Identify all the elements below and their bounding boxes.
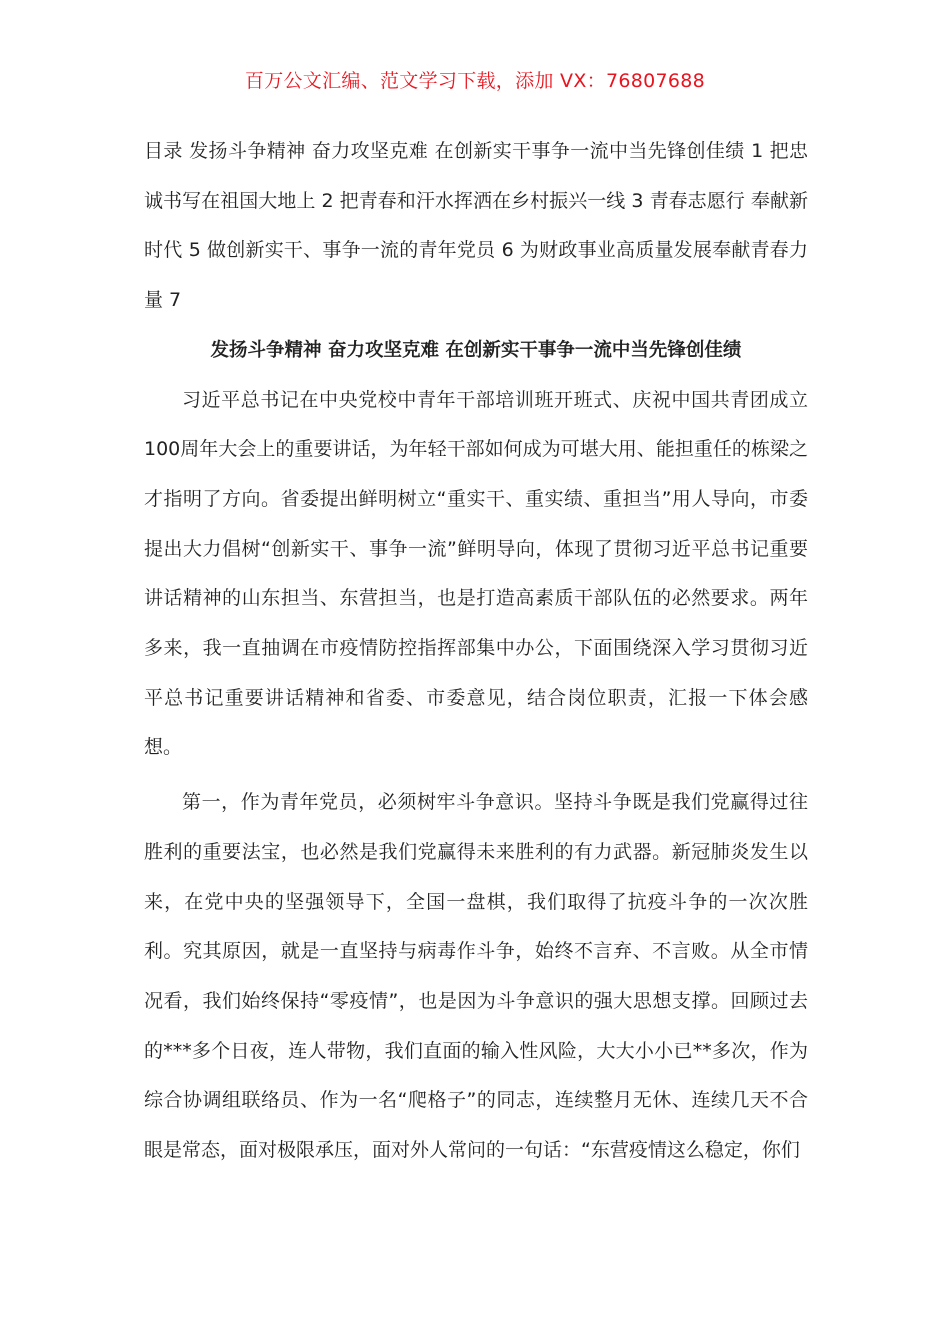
table-of-contents: 目录 发扬斗争精神 奋力攻坚克难 在创新实干事争一流中当先锋创佳绩 1 把忠诚书写在祖国大地上 2 把青春和汗水挥洒在乡村振兴一线 3 青春志愿行 奉献新时代 5 做创新实干、事争一流的青年党员 6 为财政事业高质量发展奉献青春力量 7 <box>144 140 808 312</box>
watermark-header: 百万公文汇编、范文学习下载，添加 VX：76807688 <box>244 70 706 92</box>
document-body <box>144 127 808 1176</box>
paragraph-first-point: 第一，作为青年党员，必须树牢斗争意识。坚持斗争既是我们党赢得过往胜利的重要法宝，也必然是我们党赢得未来胜利的有力武器。新冠肺炎发生以来，在党中央的坚强领导下，全国一盘棋，我们取得了抗疫斗争的一次次胜利。究其原因，就是一直坚持与病毒作斗争，始终不言弃、不言败。从全市情况看，我们始终保持“零疫情”，也是因为斗争意识的强大思想支撑。回顾过去的***多个日夜，连人带物，我们直面的输入性风险，大大小小已**多次，作为综合协调组联络员、作为一名“爬格子”的同志，连续整月无休、连续几天不合眼是常态，面对极限承压，面对外人常问的一句话：“东营疫情这么稳定，你们 <box>144 791 808 1162</box>
paragraph-intro: 习近平总书记在中央党校中青年干部培训班开班式、庆祝中国共青团成立100周年大会上的重要讲话，为年轻干部如何成为可堪大用、能担重任的栋梁之才指明了方向。省委提出鲜明树立“重实干、重实绩、重担当”用人导向，市委提出大力倡树“创新实干、事争一流”鲜明导向，体现了贯彻习近平总书记重要讲话精神的山东担当、东营担当，也是打造高素质干部队伍的必然要求。两年多来，我一直抽调在市疫情防控指挥部集中办公，下面围绕深入学习贯彻习近平总书记重要讲话精神和省委、市委意见，结合岗位职责，汇报一下体会感想。 <box>144 388 808 759</box>
section-title: 发扬斗争精神 奋力攻坚克难 在创新实干事争一流中当先锋创佳绩 <box>210 339 742 361</box>
